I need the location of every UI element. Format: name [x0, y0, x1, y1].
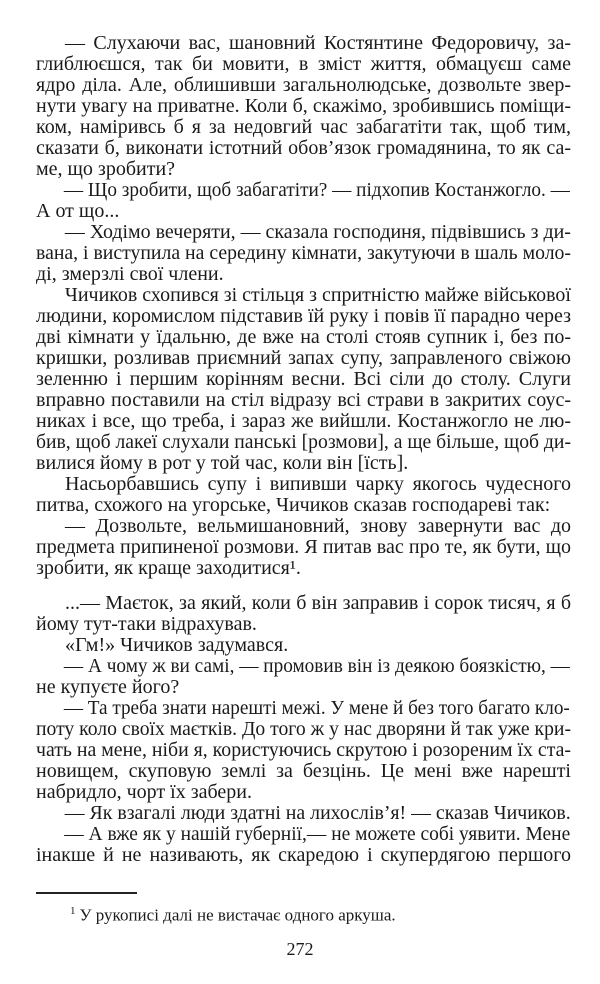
text-line: чать на мене, ніби я, користуючись скрутою і розореним їх ста- — [36, 739, 571, 761]
text-line: Насьорбавшись супу і випивши чарку якогось чудесного — [65, 473, 571, 495]
text-line: бив, щоб лакеї слухали панські [розмови], а ще більше, щоб ди- — [36, 431, 571, 453]
text-line: Чичиков схопився зі стільця з спритністю майже військової — [64, 284, 571, 306]
text-line: ді, змерзлі свої члени. — [36, 263, 224, 285]
text-line: «Гм!» Чичиков задумався. — [65, 634, 289, 656]
text-line: — Що зробити, щоб забагатіти? — підхопив Костанжогло. — — [63, 179, 570, 201]
text-line: — Та треба знати нарешті межі. У мене й без того багато кло- — [63, 697, 570, 719]
text-line: зеленню і першим корінням весни. Всі сіли до столу. Слуги — [36, 368, 571, 390]
continued-text-block — [36, 593, 571, 866]
text-line: никах і все, що треба, і зараз же вийшли. Костанжогло не лю- — [36, 410, 571, 432]
text-line: вилися йому в рот у той час, коли він [їсть]. — [36, 452, 409, 474]
text-line: А от що... — [36, 200, 120, 222]
text-line: нути увагу на приватне. Коли б, скажімо, зробившись поміщи- — [36, 95, 571, 117]
footnote-text: У рукописі далі не вистачає одного аркуша. — [79, 905, 396, 925]
text-line: ...— Маєток, за який, коли б він заправив і сорок тисяч, я б — [65, 592, 571, 614]
main-text-block — [36, 33, 571, 579]
text-line: людини, коромислом підставив їй руку і повів її парадно через — [36, 305, 571, 327]
text-line: глиблюєшся, так би мовити, в зміст життя, обмацуєш саме — [36, 53, 571, 75]
text-line: інакше й не називають, як скаредою і скупердягою першого — [36, 844, 571, 866]
text-line: ядро діла. Але, облишивши загальнолюдське, дозвольте звер- — [36, 74, 571, 96]
text-line: поту коло своїх маєтків. До того ж у нас дворяни й так уже кри- — [36, 718, 571, 740]
text-line: питва, схожого на угорське, Чичиков сказав господареві так: — [36, 494, 551, 516]
text-line: не купуєте його? — [36, 676, 180, 698]
text-line: — Дозвольте, вельмишановний, знову завернути вас до — [65, 515, 571, 537]
text-line: — Ходімо вечеряти, — сказала господиня, підвівшись з ди- — [64, 221, 571, 243]
text-line: дві кімнати у їдальню, де вже на столі стояв супник і, без по- — [36, 326, 571, 348]
text-line: йому тут-таки відрахував. — [36, 613, 257, 635]
text-line: новищем, скуповую землі за безцінь. Це мені вже нарешті — [36, 760, 571, 782]
text-line: зробити, як краще заходитися¹. — [36, 557, 301, 579]
footnote-divider — [36, 892, 137, 894]
footnote-marker: 1 — [70, 905, 76, 917]
text-line: вправно поставили на стіл відразу всі страви в закритих соус- — [36, 389, 571, 411]
text-line: сказати б, виконати істотний обов’язок громадянина, то як са- — [36, 137, 571, 159]
text-line: ком, наміривсь б я за недовгий час забагатіти так, щоб тим, — [36, 116, 571, 138]
text-line: вана, і виступила на середину кімнати, закутуючи в шаль моло- — [36, 242, 571, 264]
text-line: ме, що зробити? — [36, 158, 176, 180]
text-line: — Слухаючи вас, шановний Костянтине Федоровичу, за- — [65, 32, 571, 54]
page-number: 272 — [286, 939, 314, 959]
text-line: кришки, розливав приємний запах супу, заправленого свіжою — [36, 347, 571, 369]
text-line: — А вже як у нашій губернії,— не можете собі уявити. Мене — [64, 823, 571, 845]
text-line: предмета припиненої розмови. Я питав вас про те, як бути, що — [36, 536, 571, 558]
text-line: — А чому ж ви самі, — промовив він із деякою боязкістю, — — [63, 655, 570, 677]
footnote — [70, 900, 396, 927]
text-line: набридло, чорт їх забери. — [36, 781, 252, 803]
text-line: — Як взагалі люди здатні на лихослів’я! — сказав Чичиков. — [64, 802, 571, 824]
